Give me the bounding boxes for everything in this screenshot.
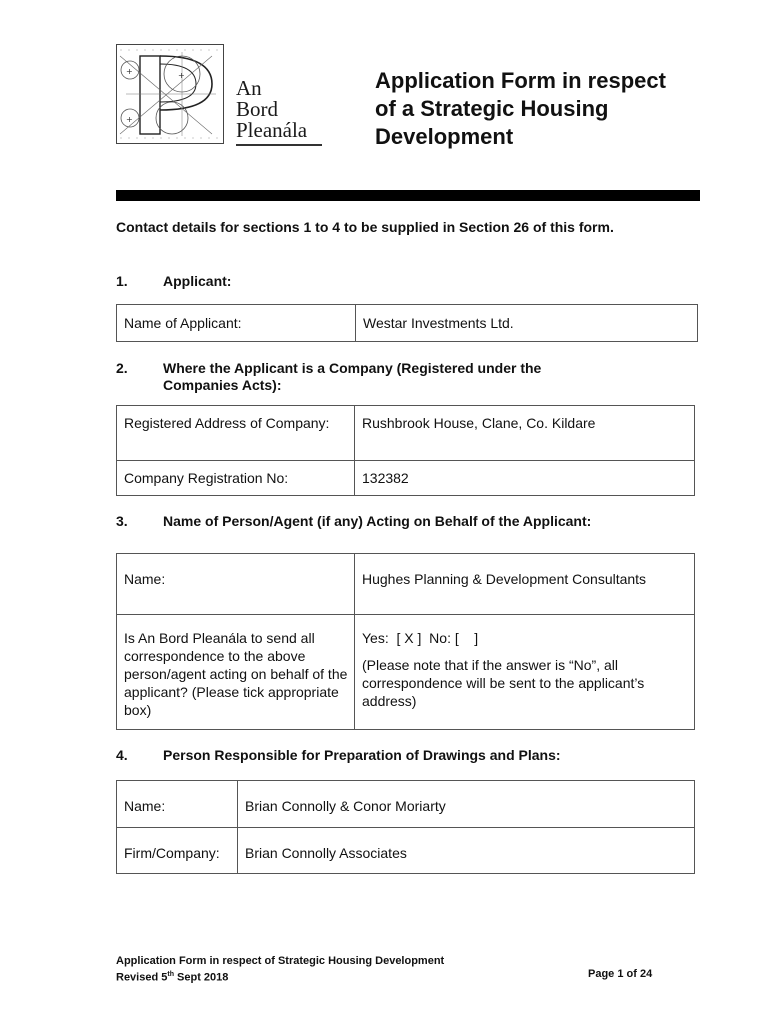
firm-company-label: Firm/Company: xyxy=(117,828,238,874)
section-number: 1. xyxy=(116,273,128,289)
table-row xyxy=(117,781,695,828)
page-footer xyxy=(116,955,444,985)
drawings-name-label: Name: xyxy=(117,781,238,828)
title-line-3: Development xyxy=(375,124,514,149)
logo-word-1: An xyxy=(236,76,262,100)
intro-note: Contact details for sections 1 to 4 to be supplied in Section 26 of this form. xyxy=(116,219,614,235)
applicant-name-value[interactable]: Westar Investments Ltd. xyxy=(356,305,698,342)
table-row xyxy=(117,461,695,496)
table-row xyxy=(117,406,695,461)
footer-revised-prefix: Revised 5 xyxy=(116,971,168,984)
title-line-2: of a Strategic Housing xyxy=(375,96,609,121)
correspondence-yes-no-checkbox[interactable]: Yes: [ X ] No: [ ] xyxy=(362,630,479,646)
table-row xyxy=(117,615,695,730)
agent-name-value[interactable]: Hughes Planning & Development Consultants xyxy=(355,554,695,615)
company-table xyxy=(116,405,695,496)
footer-form-title: Application Form in respect of Strategic Housing Development xyxy=(116,955,445,967)
svg-text:+: + xyxy=(126,115,133,124)
drawings-name-value[interactable]: Brian Connolly & Conor Moriarty xyxy=(238,781,695,828)
section-title: Person Responsible for Preparation of Drawings and Plans: xyxy=(163,747,561,763)
logo-word-2: Bord xyxy=(236,97,278,121)
table-row xyxy=(117,305,698,342)
agent-table xyxy=(116,553,695,730)
footer-revised-suffix: Sept 2018 xyxy=(173,971,229,984)
table-row xyxy=(117,554,695,615)
applicant-table xyxy=(116,304,698,342)
registration-no-value[interactable]: 132382 xyxy=(355,461,695,496)
document-title xyxy=(375,67,705,151)
registered-address-label: Registered Address of Company: xyxy=(117,406,355,461)
registered-address-value[interactable]: Rushbrook House, Clane, Co. Kildare xyxy=(355,406,695,461)
title-line-1: Application Form in respect xyxy=(375,68,666,93)
section-number: 2. xyxy=(116,360,128,376)
section-number: 3. xyxy=(116,513,128,529)
logo-underline xyxy=(236,144,322,146)
table-row xyxy=(117,828,695,874)
section-number: 4. xyxy=(116,747,128,763)
logo-word-3: Pleanála xyxy=(236,118,308,142)
firm-company-value[interactable]: Brian Connolly Associates xyxy=(238,828,695,874)
correspondence-note: (Please note that if the answer is “No”, all correspondence will be sent to the applicant’s address) xyxy=(362,657,645,709)
logo-wordmark xyxy=(236,78,307,141)
section-title: Where the Applicant is a Company (Registered under the Companies Acts): xyxy=(163,360,542,393)
section-title: Name of Person/Agent (if any) Acting on Behalf of the Applicant: xyxy=(163,513,592,529)
header-divider-bar xyxy=(116,190,700,201)
page-number: Page 1 of 24 xyxy=(588,968,653,980)
drawings-table xyxy=(116,780,695,874)
registration-no-label: Company Registration No: xyxy=(117,461,355,496)
an-bord-pleanala-logo-mark xyxy=(116,44,224,144)
applicant-name-label: Name of Applicant: xyxy=(117,305,356,342)
svg-text:+: + xyxy=(178,71,185,80)
correspondence-question-label: Is An Bord Pleanála to send all correspondence to the above person/agent acting on behalf of the applicant? (Please tick appropriate box) xyxy=(117,615,355,730)
section-title: Applicant: xyxy=(163,273,232,289)
svg-text:+: + xyxy=(126,67,133,76)
footer-revised-sup: th xyxy=(167,971,174,978)
footer-revision xyxy=(116,968,444,985)
agent-name-label: Name: xyxy=(117,554,355,615)
